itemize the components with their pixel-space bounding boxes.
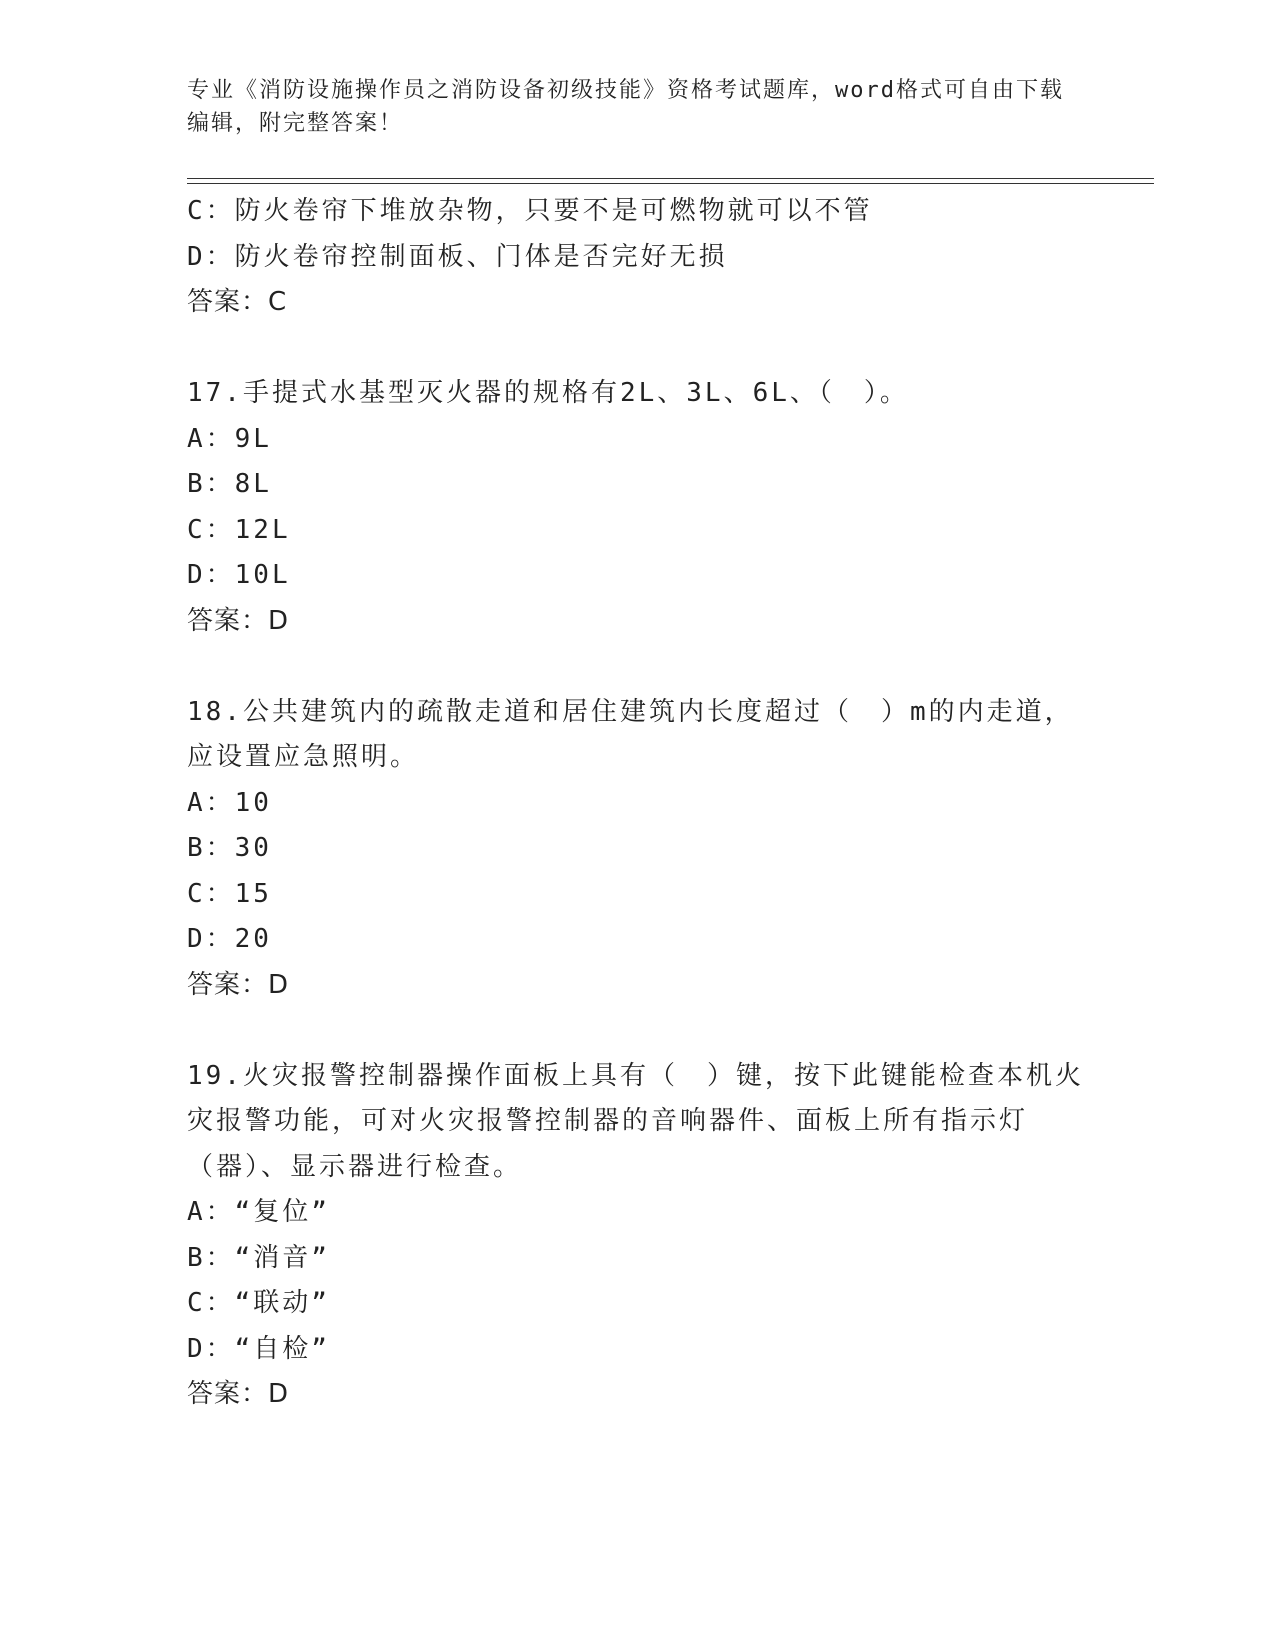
question-stem: 17.手提式水基型灭火器的规格有2L、3L、6L、（ ）。 (187, 378, 909, 408)
question-content (187, 189, 1087, 1418)
question-18 (187, 690, 1087, 1009)
question-stem: 18.公共建筑内的疏散走道和居住建筑内长度超过（ ）m的内走道，应设置应急照明。 (187, 696, 1074, 772)
option-c: C：12L (187, 514, 291, 545)
option-c: C：15 (187, 878, 272, 909)
question-stem: 19.火灾报警控制器操作面板上具有（ ）键，按下此键能检查本机火灾报警功能，可对火灾报警控制器的音响器件、面板上所有指示灯（器）、显示器进行检查。 (187, 1060, 1084, 1182)
question-spacer (187, 1008, 1087, 1054)
question-spacer (187, 644, 1087, 690)
option-d: D：“自检” (187, 1333, 330, 1364)
answer-line: 答案：D (187, 969, 290, 1000)
option-c: C：“联动” (187, 1288, 330, 1318)
option-d: D：10L (187, 560, 291, 590)
header-rule-bottom (187, 183, 1154, 184)
option-d: D：防火卷帘控制面板、门体是否完好无损 (187, 241, 728, 272)
option-b: B：“消音” (187, 1242, 330, 1273)
option-a: A：10 (187, 787, 272, 818)
answer-line: 答案：D (187, 1379, 290, 1409)
option-a: A：9L (187, 423, 272, 454)
question-19 (187, 1054, 1087, 1418)
question-16-continued (187, 189, 1087, 326)
document-header: 专业《消防设施操作员之消防设备初级技能》资格考试题库，word格式可自由下载编辑，附完整答案！ (187, 78, 1064, 136)
option-b: B：30 (187, 833, 272, 863)
question-spacer (187, 326, 1087, 372)
answer-line: 答案：C (187, 287, 288, 317)
option-d: D：20 (187, 924, 272, 954)
option-b: B：8L (187, 469, 272, 499)
answer-line: 答案：D (187, 605, 290, 636)
header-rule-top (187, 178, 1154, 179)
option-c: C：防火卷帘下堆放杂物，只要不是可燃物就可以不管 (187, 196, 873, 226)
question-17 (187, 371, 1087, 644)
option-a: A：“复位” (187, 1197, 330, 1227)
